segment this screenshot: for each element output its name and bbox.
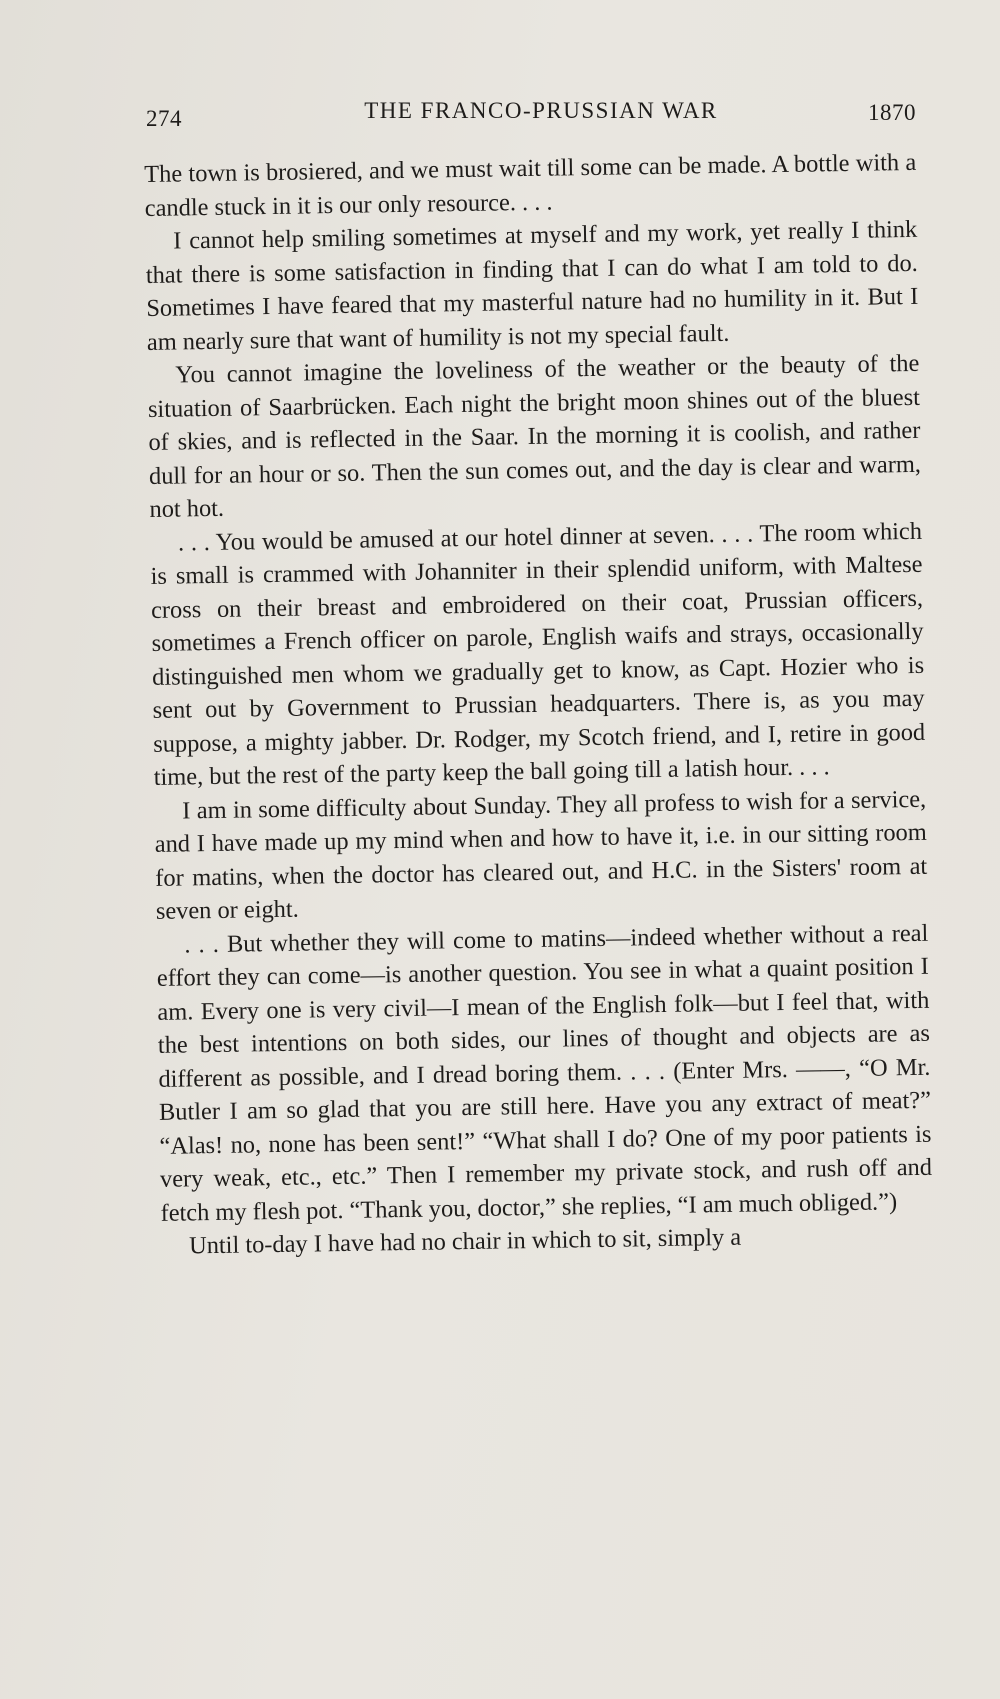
paragraph: Until to-day I have had no chair in which to sit, simply a [188,1223,742,1260]
header-year: 1870 [868,100,916,125]
paragraph: I cannot help smiling sometimes at myself and my work, yet really I think that there is some satisfaction in finding that I can do what I am told to do. Sometimes I have feared that my masterful nature had no humility in it. But I am nearly sure that want of humility is not my special fault. [145,215,919,356]
paragraph: You cannot imagine the loveliness of the weather or the beauty of the situation of Saarbrücken. Each night the bright moon shines out of the bluest of skies, and is reflected in the Saar. In the morning it is coolish, and rather dull for an hour or so. Then the sun comes out, and the day is clear and warm, not hot. [147,349,922,523]
paragraph: The town is brosiered, and we must wait till some can be made. A bottle with a candle stuck in it is our only resource. . . . [144,148,917,222]
page-header [146,98,916,132]
paragraph: . . . But whether they will come to matins—indeed whether without a real effort they can come—is another question. You see in what a quaint position I am. Every one is very civil—I mean of the English folk—but I feel that, with the best intentions on both sides, our lines of thought and objects are as different as possible, and I dread boring them. . . . (Enter Mrs. ——, “O Mr. Butler I am so glad that you are still here. Have you any extract of meat?” “Alas! no, none has been sent!” “What shall I do? One of my poor patients is very weak, etc., etc.” Then I remember my private stock, and rush off and fetch my flesh pot. “Thank you, doctor,” she replies, “I am much obliged.”) [156,919,933,1227]
running-title: THE FRANCO-PRUSSIAN WAR [364,98,718,123]
paragraph: . . . You would be amused at our hotel dinner at seven. . . . The room which is small is crammed with Johanniter in their splendid uniform, with Maltese cross on their breast and embroidered on their coat, Prussian officers, sometimes a French officer on parole, English waifs and strays, occasionally distinguished men whom we gradually get to know, as Capt. Hozier who is sent out by Government to Prussian headquarters. There is, as you may suppose, a mighty jabber. Dr. Rodger, my Scotch friend, and I, retire in good time, but the rest of the party keep the ball going till a latish hour. . . . [150,517,926,791]
page-number: 274 [146,106,182,131]
body-text [144,146,933,1263]
paragraph: I am in some difficulty about Sunday. They all profess to wish for a service, and I have made up my mind when and how to have it, i.e. in our sitting room for matins, when the doctor has cleared out, and H.C. in the Sisters' room at seven or eight. [154,785,928,925]
